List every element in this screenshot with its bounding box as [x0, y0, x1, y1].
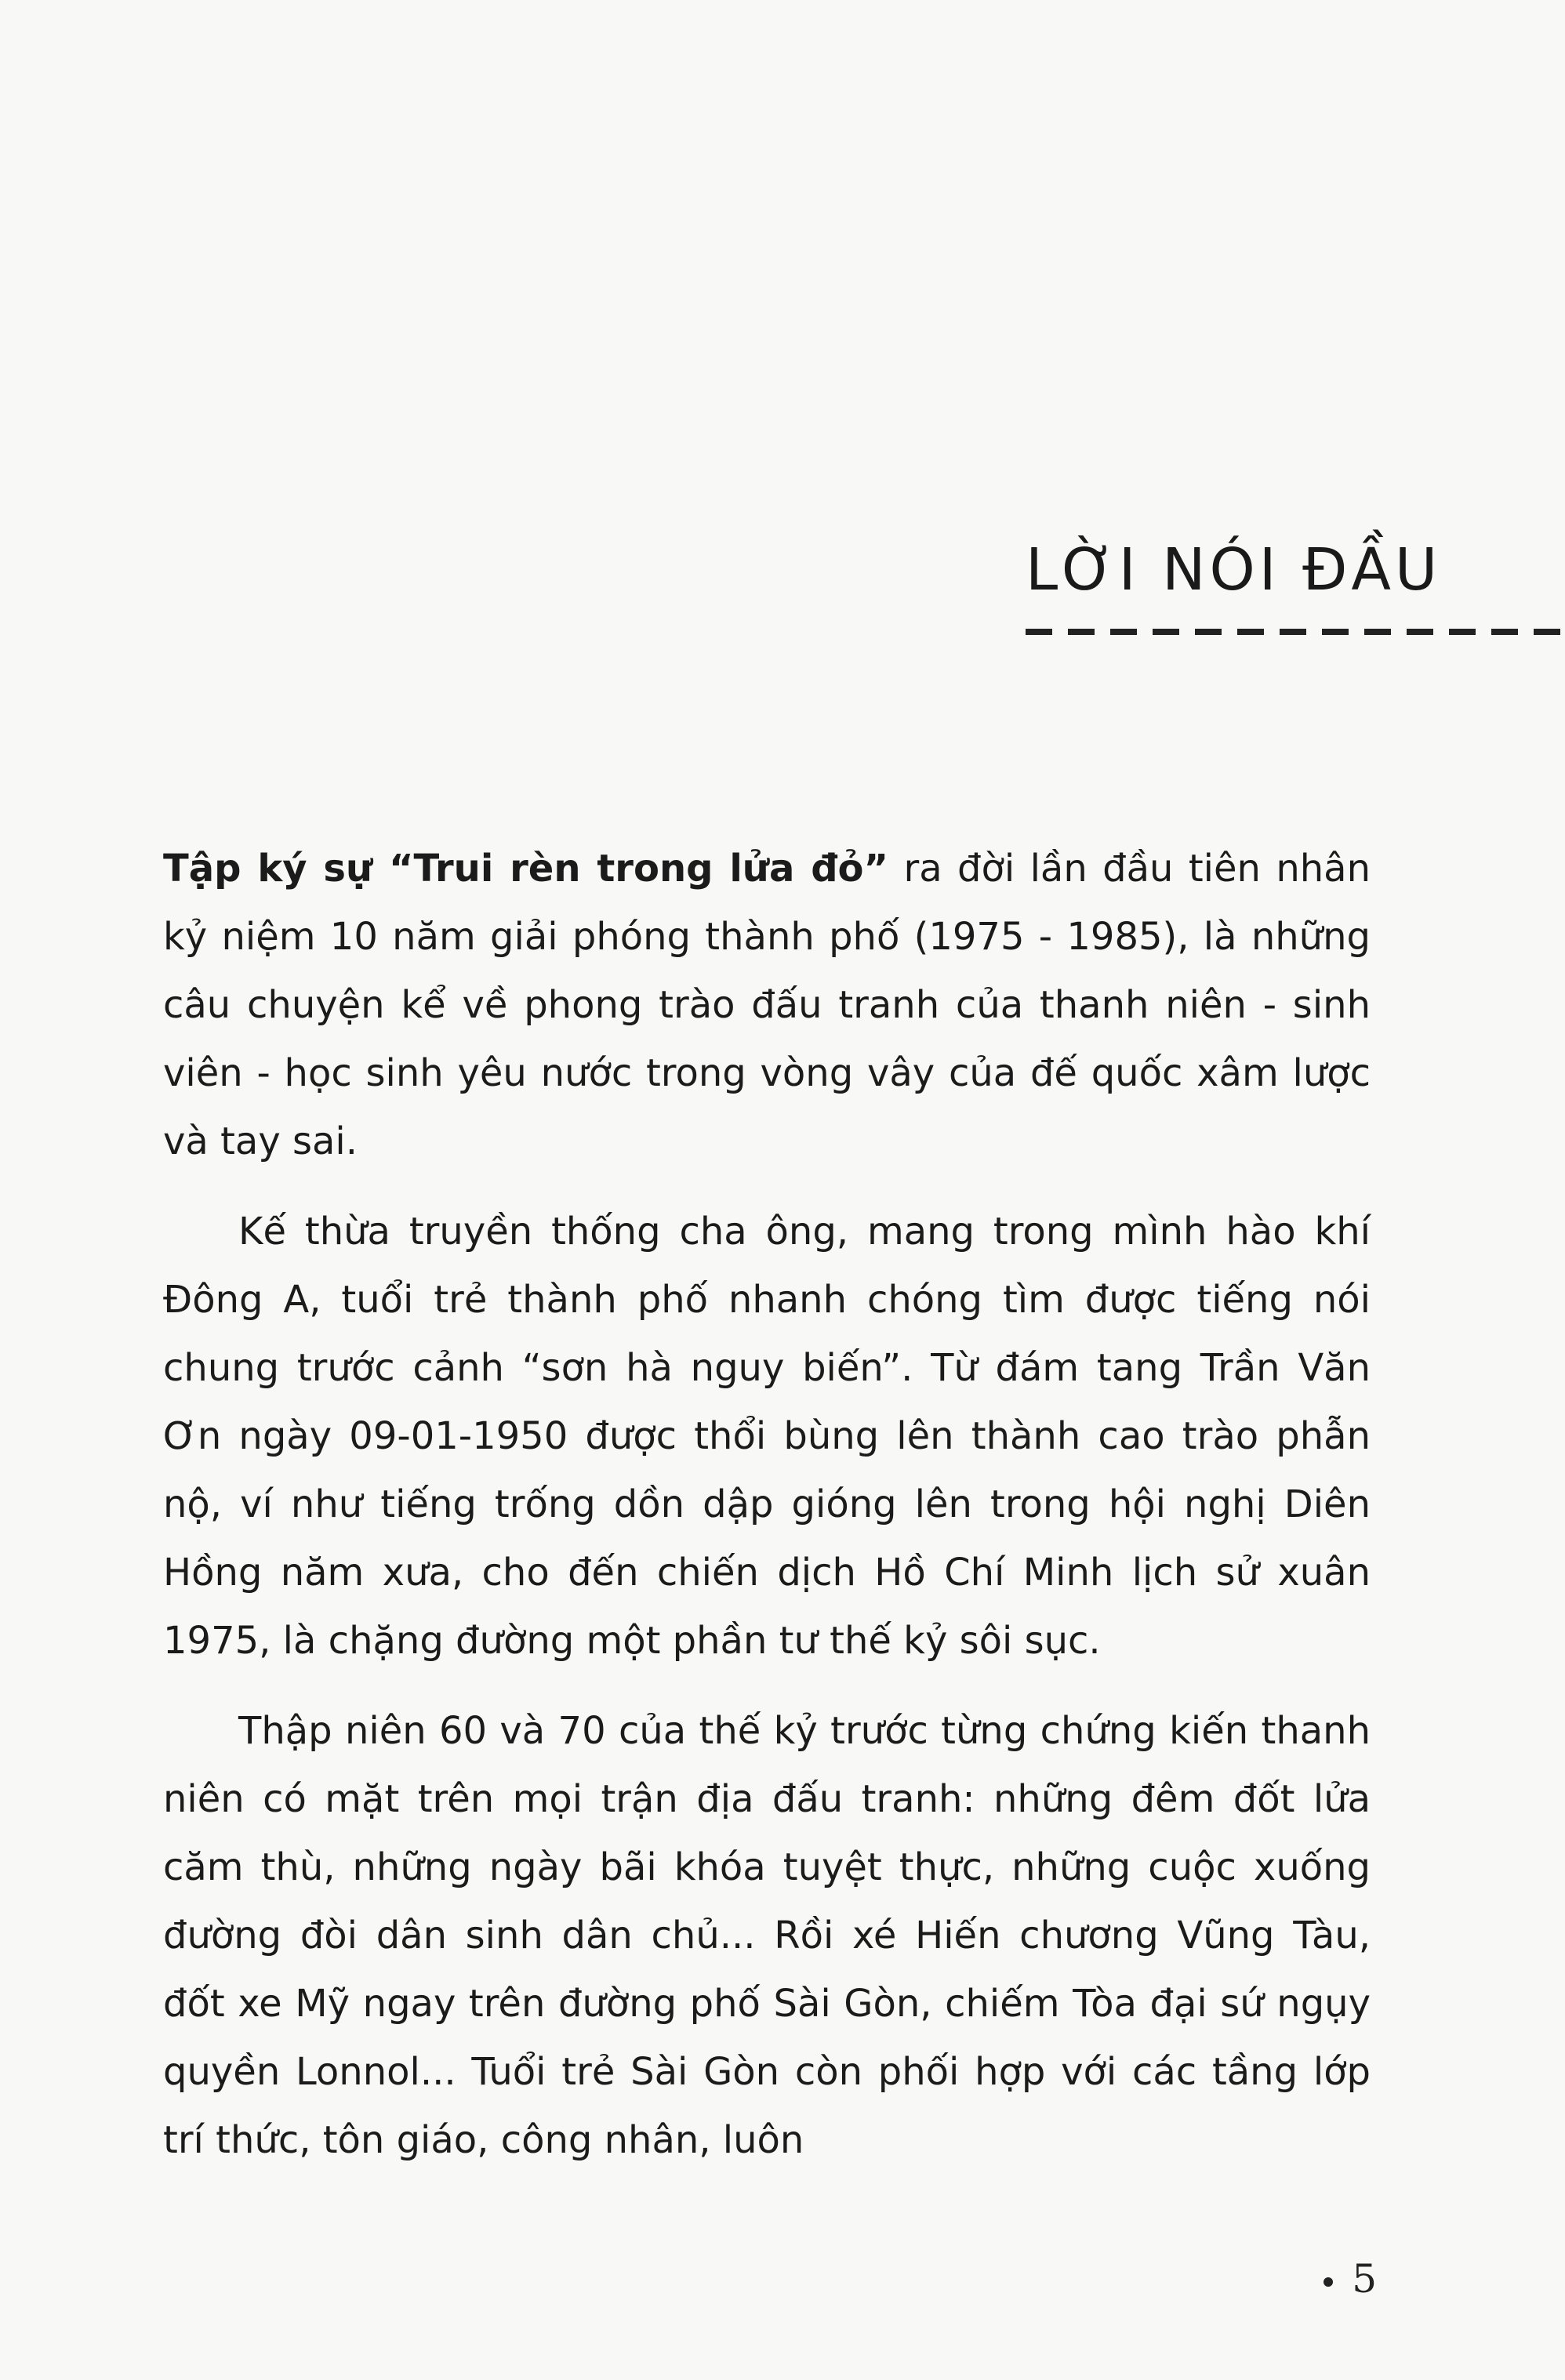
page-title: LỜI NÓI ĐẦU [1026, 536, 1442, 604]
paragraph-2: Kế thừa truyền thống cha ông, mang trong mình hào khí Đông A, tuổi trẻ thành phố nhanh chóng tìm được tiếng nói chung trước cảnh “sơn hà nguy biến”. Từ đám tang Trần Văn Ơn ngày 09-01-1950 được thổi bùng lên thành cao trào phẫn nộ, ví như tiếng trống dồn dập gióng lên trong hội nghị Diên Hồng năm xưa, cho đến chiến dịch Hồ Chí Minh lịch sử xuân 1975, là chặng đường một phần tư thế kỷ sôi sục. [163, 1210, 1371, 1663]
paragraph-1-lead: Tập ký sự “Trui rèn trong lửa đỏ” [163, 847, 889, 891]
title-dashed-rule [1026, 629, 1565, 635]
page-number-value: 5 [1352, 2256, 1377, 2302]
paragraph-3: Thập niên 60 và 70 của thế kỷ trước từng chứng kiến thanh niên có mặt trên mọi trận địa đấu tranh: những đêm đốt lửa căm thù, những ngày bãi khóa tuyệt thực, những cuộc xuống đường đòi dân sinh dân chủ... Rồi xé Hiến chương Vũng Tàu, đốt xe Mỹ ngay trên đường phố Sài Gòn, chiếm Tòa đại sứ ngụy quyền Lonnol... Tuổi trẻ Sài Gòn còn phối hợp với các tầng lớp trí thức, tôn giáo, công nhân, luôn [163, 1709, 1371, 2162]
bullet-dot-icon [1324, 2277, 1333, 2287]
body-text [163, 835, 1371, 2197]
paragraph-1 [163, 835, 1371, 1176]
paragraph-1-text: ra đời lần đầu tiên nhân kỷ niệm 10 năm giải phóng thành phố (1975 - 1985), là những câu chuyện kể về phong trào đấu tranh của thanh niên - sinh viên - học sinh yêu nước trong vòng vây của đế quốc xâm lược và tay sai. [163, 847, 1371, 1163]
page-number [1324, 2256, 1377, 2302]
